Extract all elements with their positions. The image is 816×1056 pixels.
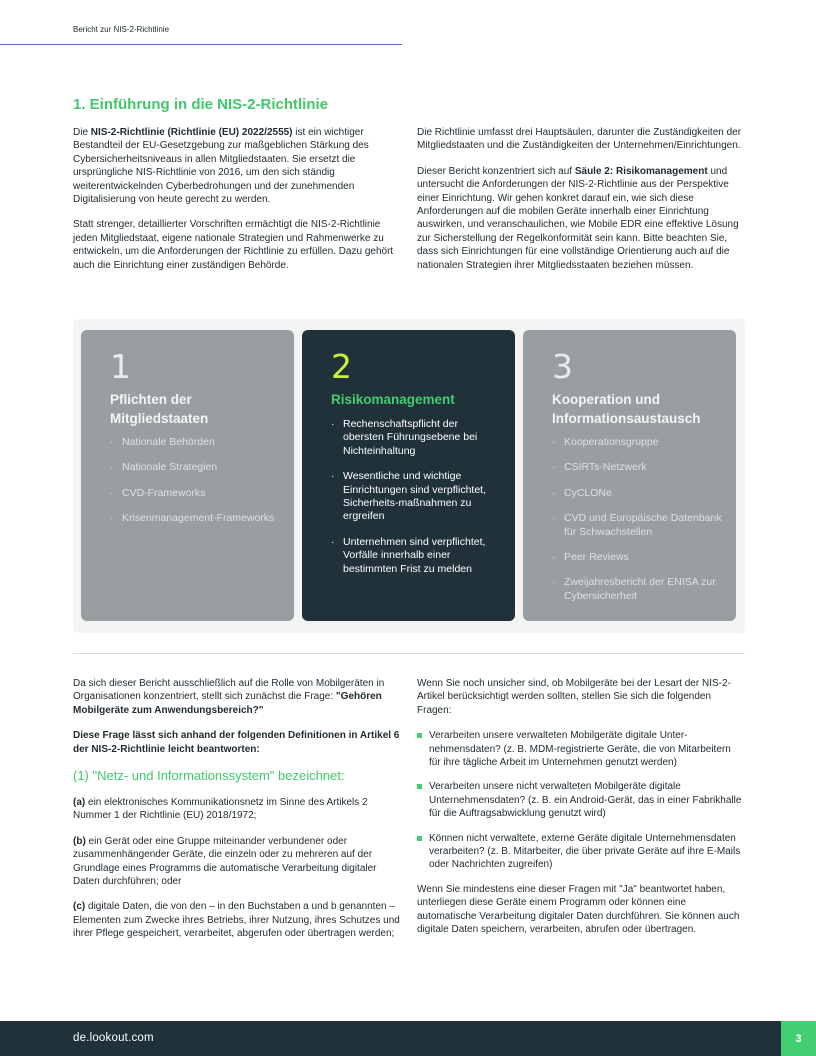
list-item: · CVD und Europäische Datenbank für Schwachstellen bbox=[552, 512, 730, 539]
running-header: Bericht zur NIS-2-Richtlinie bbox=[73, 25, 170, 34]
pillar-list bbox=[552, 436, 730, 615]
list-item: Können nicht verwaltete, externe Geräte digitale Unternehmensdaten verarbeiten? (z. B. Mitarbeiter, die über private Geräte auf ihre E-Mails oder Nachrichten zugreifen) bbox=[417, 832, 745, 872]
intro-paragraph-4: Dieser Bericht konzentriert sich auf Säule 2: Risikomanagement und untersucht die Anforderungen der NIS-2-Richtlinie aus der Perspektive einer Einrichtung. Wir gehen konkret darauf ein, wie sich diese Anforderungen auf die mobilen Geräte innerhalb einer Einrichtung auswirken, und veranschaulichen, wie Mobile EDR eine effektive Lösung zur Sicherstellung der Regelkonformität sein kann. Bitte beachten Sie, dass sich Einrichtungen für eine vollständige Orientierung auch auf die nationalen Strategien ihrer Mitgliedsstaaten beziehen müssen. bbox=[417, 165, 739, 271]
lower-right-column bbox=[417, 677, 745, 949]
list-item: · Nationale Behörden bbox=[110, 436, 288, 449]
pillar-title: Risikomanagement bbox=[331, 392, 455, 407]
list-item: · Zweijahresbericht der ENISA zur Cybersicherheit bbox=[552, 576, 730, 603]
pillar-card-1 bbox=[81, 330, 294, 621]
pillar-title: Kooperation und Informationsaustausch bbox=[552, 392, 701, 426]
definition-b: (b) ein Gerät oder eine Gruppe miteinander verbundener oder zusammenhängender Geräte, die einzeln oder zu mehreren auf der Grundlage eines Programms die automatische Verarbeitung digitaler Daten durchführen; oder bbox=[73, 835, 377, 888]
list-item: · Kooperationsgruppe bbox=[552, 436, 730, 449]
page-number-badge: 3 bbox=[781, 1021, 816, 1056]
section-divider bbox=[73, 653, 745, 654]
list-item: · Rechenschaftspflicht der obersten Führungsebene bei Nichteinhaltung bbox=[331, 418, 501, 458]
list-item: · CyCLONe bbox=[552, 487, 730, 500]
pillar-list bbox=[331, 418, 501, 588]
section-title: 1. Einführung in die NIS-2-Richtlinie bbox=[73, 96, 329, 113]
footer-bar bbox=[0, 1021, 816, 1056]
pillar-card-3 bbox=[523, 330, 736, 621]
intro-right-column bbox=[417, 126, 745, 284]
questions-list bbox=[417, 729, 745, 872]
conclusion-paragraph: Wenn Sie mindestens eine dieser Fragen mit "Ja" beantwortet haben, unterliegen diese Geräte einem Programm oder können eine automatische Verarbeitung digitaler Daten durchführen. Sie können auch digitale Daten speichern, verarbeiten, abrufen oder übertragen. bbox=[417, 883, 740, 936]
pillar-title: Pflichten der Mitgliedstaaten bbox=[110, 392, 209, 426]
list-item: · Peer Reviews bbox=[552, 551, 730, 564]
definition-subheading: (1) "Netz- und Informationssystem" bezeichnet: bbox=[73, 768, 345, 784]
list-item: · Unternehmen sind verpflichtet, Vorfälle innerhalb einer bestimmten Frist zu melden bbox=[331, 536, 501, 576]
definitions-intro: Diese Frage lässt sich anhand der folgenden Definitionen in Artikel 6 der NIS-2-Richtlinie leicht beantworten: bbox=[73, 730, 400, 755]
intro-paragraph-3: Die Richtlinie umfasst drei Hauptsäulen, darunter die Zuständigkeiten der Mitgliedstaaten und die Zuständigkeiten der Unternehmen/Einrichtungen. bbox=[417, 127, 742, 152]
list-item: Verarbeiten unsere nicht verwalteten Mobilgeräte digitale Unternehmensdaten? (z. B. ein Android-Gerät, das in einer Fabrikhalle für die Auftragsabwicklung genutzt wird) bbox=[417, 780, 745, 820]
pillar-number: 1 bbox=[110, 347, 131, 386]
definition-a: (a) ein elektronisches Kommunikationsnetz im Sinne des Artikels 2 Nummer 1 der Richtlinie (EU) 2018/1972; bbox=[73, 797, 368, 822]
list-item: Verarbeiten unsere verwalteten Mobilgeräte digitale Unter-nehmensdaten? (z. B. MDM-registrierte Geräte, die von Mitarbeitern für ihre tägliche Arbeit im Unternehmen genutzt werden) bbox=[417, 729, 745, 769]
footer-website-link[interactable]: de.lookout.com bbox=[73, 1032, 154, 1044]
definition-c: (c) digitale Daten, die von den – in den Buchstaben a und b genannten – Elementen zum Zwecke ihres Betriebs, ihrer Nutzung, ihres Schutzes und ihrer Pflege gespeichert, verarbeitet, abgerufen oder übertragen werden; bbox=[73, 901, 400, 940]
scope-question-paragraph: Da sich dieser Bericht ausschließlich auf die Rolle von Mobilgeräten in Organisationen konzentriert, stellt sich zunächst die Frage: "Gehören Mobilgeräte zum Anwendungsbereich?" bbox=[73, 678, 385, 716]
intro-left-column bbox=[73, 126, 395, 284]
list-item: · Krisenmanagement-Frameworks bbox=[110, 512, 288, 525]
questions-intro: Wenn Sie noch unsicher sind, ob Mobilgeräte bei der Lesart der NIS-2-Artikel berücksichtigt werden sollten, stellen Sie sich die folgenden Fragen: bbox=[417, 678, 731, 716]
intro-paragraph-2: Statt strenger, detaillierter Vorschriften ermächtigt die NIS-2-Richtlinie jeden Mitgliedstaat, eigene nationale Strategien und Rahmenwerke zu entwickeln, um die Anforderungen der Richtlinie zu erfüllen. Dazu gehört auch die Einrichtung einer zuständigen Behörde. bbox=[73, 219, 394, 271]
pillar-number: 3 bbox=[552, 347, 573, 386]
lower-left-column bbox=[73, 677, 403, 953]
pillar-list bbox=[110, 436, 288, 538]
intro-paragraph-1: Die NIS-2-Richtlinie (Richtlinie (EU) 2022/2555) ist ein wichtiger Bestandteil der EU-Gesetzgebung zur maßgeblichen Stärkung des Cybersicherheitsniveaus in allen Mitgliedstaaten. Sie ersetzt die ursprüngliche NIS-Richtlinie von 2016, um den sich ständig weiterentwickelnden Cyberbedrohungen und der zunehmenden Digitalisierung von heute gerecht zu werden. bbox=[73, 127, 369, 206]
list-item: · Nationale Strategien bbox=[110, 461, 288, 474]
header-divider bbox=[0, 44, 402, 45]
pillar-card-2 bbox=[302, 330, 515, 621]
list-item: · CSIRTs-Netzwerk bbox=[552, 461, 730, 474]
list-item: · CVD-Frameworks bbox=[110, 487, 288, 500]
list-item: · Wesentliche und wichtige Einrichtungen sind verpflichtet, Sicherheits-maßnahmen zu ergreifen bbox=[331, 470, 501, 524]
pillar-number: 2 bbox=[331, 347, 352, 386]
